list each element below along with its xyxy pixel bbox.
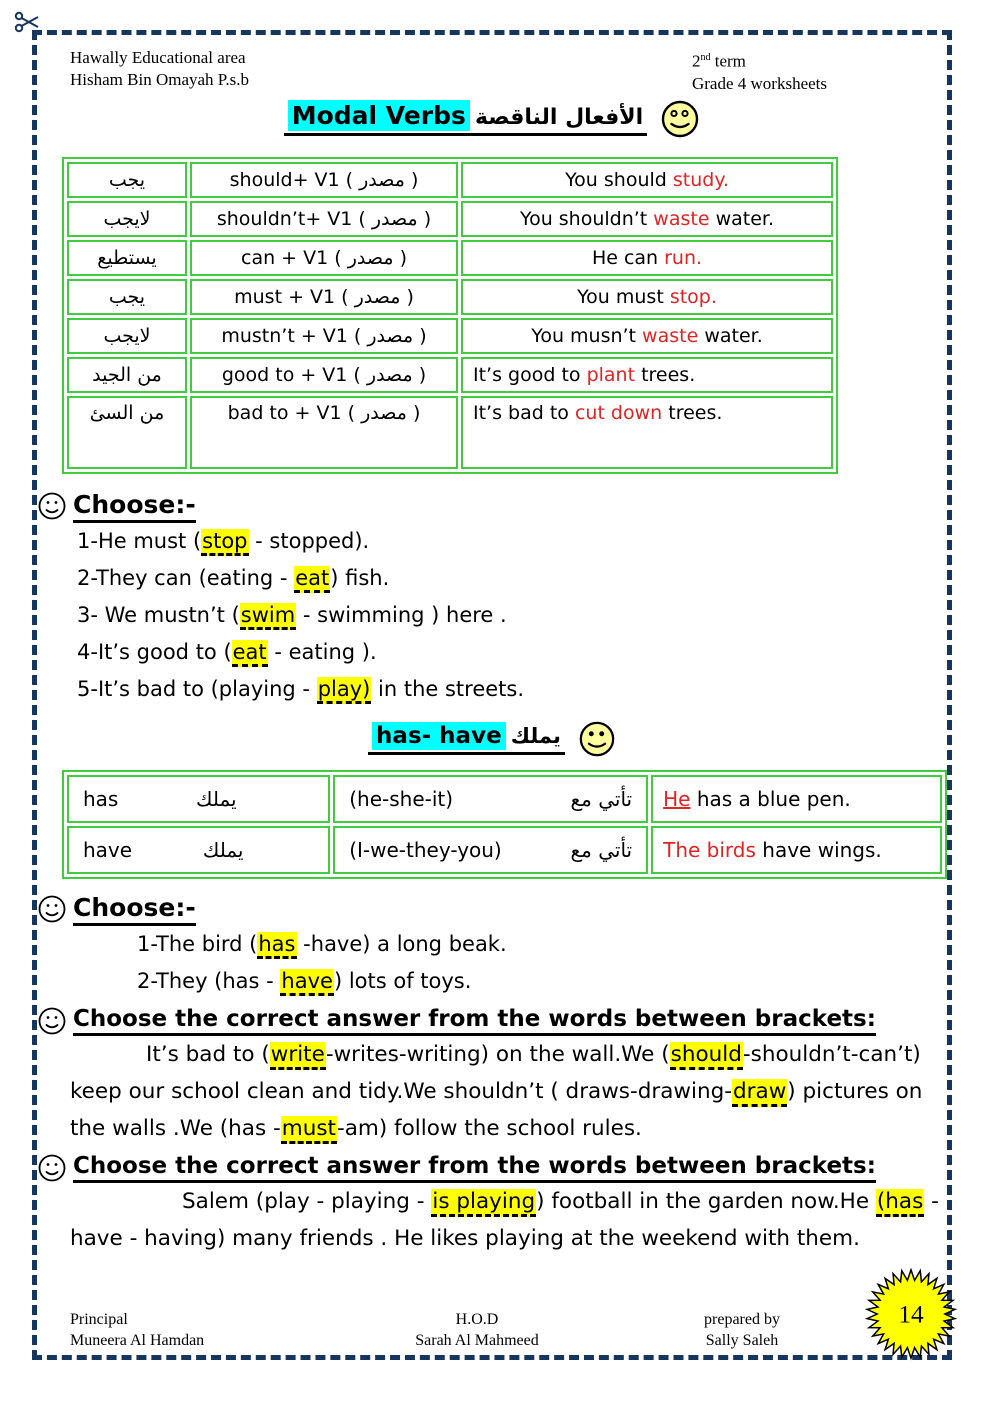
table-row [67, 279, 833, 315]
principal-name: Muneera Al Hamdan [70, 1332, 205, 1349]
table-row [67, 396, 833, 469]
hod-label: H.O.D [455, 1311, 499, 1328]
main-title [284, 101, 647, 136]
header-left [70, 47, 249, 95]
term-ordinal: nd [700, 52, 711, 63]
modal-example-cell: It’s bad to cut down trees. [461, 396, 833, 469]
smiley-face-icon [660, 99, 700, 139]
hashave-title-arabic: يملك [510, 723, 561, 748]
modal-arabic-cell: يجب [67, 279, 187, 315]
modal-example-cell: You should study. [461, 162, 833, 198]
choose1-items [77, 523, 947, 708]
grade-label: Grade 4 worksheets [691, 73, 827, 93]
table-row [67, 826, 942, 874]
school-area: Hawally Educational area [70, 48, 246, 67]
choose2-items [137, 926, 947, 1000]
prepared-by-label: prepared by [704, 1311, 780, 1328]
term-label: 2nd term [691, 51, 746, 71]
modal-rule-cell: bad to + V1 ( مصدر ) [190, 396, 458, 469]
hashave-title [368, 723, 565, 755]
modal-rule-cell: good to + V1 ( مصدر ) [190, 357, 458, 393]
modal-rule-cell: can + V1 ( مصدر ) [190, 240, 458, 276]
smiley-outline-icon [37, 1006, 67, 1036]
choose-item: 3- We mustn’t (swim - swimming ) here . [77, 597, 947, 634]
footer-prepared-by [617, 1309, 867, 1351]
modal-arabic-cell: من السئ [67, 396, 187, 469]
hashave-pronouns-cell: (I-we-they-you) تأتي مع [333, 826, 648, 874]
choose1-heading: Choose:- [73, 490, 196, 523]
footer [37, 1309, 867, 1351]
table-row [67, 775, 942, 823]
modal-rule-cell: shouldn’t+ V1 ( مصدر ) [190, 201, 458, 237]
choose-item: 2-They (has - have) lots of toys. [137, 963, 947, 1000]
brackets2-paragraph: Salem (play - playing - is playing) football in the garden now.He (has - have - having) many friends . He likes playing at the weekend with them. [70, 1188, 939, 1251]
hashave-example-cell: The birds have wings. [651, 826, 942, 874]
modal-arabic-cell: لايجب [67, 201, 187, 237]
modal-rule-cell: should+ V1 ( مصدر ) [190, 162, 458, 198]
hashave-title-row [37, 720, 947, 764]
main-title-row [37, 99, 947, 143]
modal-rule-cell: must + V1 ( مصدر ) [190, 279, 458, 315]
smiley-outline-icon [37, 1153, 67, 1183]
main-title-english: Modal Verbs [288, 100, 470, 131]
modal-rule-cell: mustn’t + V1 ( مصدر ) [190, 318, 458, 354]
modal-example-cell: He can run. [461, 240, 833, 276]
brackets2-heading-row [37, 1153, 947, 1183]
brackets2-heading: Choose the correct answer from the words between brackets: [73, 1153, 876, 1183]
modal-verbs-table [62, 157, 838, 474]
smiley-outline-icon [37, 491, 67, 521]
modal-arabic-cell: يجب [67, 162, 187, 198]
hod-name: Sarah Al Mahmeed [415, 1332, 539, 1349]
brackets1-paragraph: It’s bad to (write-writes-writing) on the wall.We (should-shouldn’t-can’t) keep our school clean and tidy.We shouldn’t ( draws-drawing-draw) pictures on the walls .We (has -must-am) follow the school rules. [70, 1036, 948, 1147]
footer-principal [37, 1309, 337, 1351]
choose-item: 1-The bird (has -have) a long beak. [137, 926, 947, 963]
choose-item: 4-It’s good to (eat - eating ). [77, 634, 947, 671]
table-row [67, 357, 833, 393]
modal-arabic-cell: لايجب [67, 318, 187, 354]
modal-arabic-cell: يستطيع [67, 240, 187, 276]
smiley-face-icon [578, 720, 616, 758]
page-number-starburst [864, 1267, 958, 1361]
table-row [67, 318, 833, 354]
choose2-heading-row [37, 893, 947, 926]
table-row [67, 240, 833, 276]
footer-hod [337, 1309, 617, 1351]
header [37, 47, 947, 95]
smiley-outline-icon [37, 894, 67, 924]
principal-label: Principal [70, 1311, 128, 1328]
modal-example-cell: You shouldn’t waste water. [461, 201, 833, 237]
page-number: 14 [898, 1300, 924, 1329]
header-right [692, 47, 827, 95]
modal-example-cell: You musn’t waste water. [461, 318, 833, 354]
hashave-pronouns-cell: (he-she-it) تأتي مع [333, 775, 648, 823]
preparer-name: Sally Saleh [705, 1332, 779, 1349]
modal-example-cell: It’s good to plant trees. [461, 357, 833, 393]
school-name: Hisham Bin Omayah P.s.b [70, 70, 249, 89]
main-title-arabic: الأفعال الناقصة [474, 105, 644, 131]
choose-item: 1-He must (stop - stopped). [77, 523, 947, 560]
modal-example-cell: You must stop. [461, 279, 833, 315]
choose-item: 2-They can (eating - eat) fish. [77, 560, 947, 597]
hashave-word-cell: have يملك [67, 826, 330, 874]
modal-arabic-cell: من الجيد [67, 357, 187, 393]
worksheet-page [37, 35, 947, 1355]
hashave-title-english: has- have [372, 722, 506, 750]
table-row [67, 201, 833, 237]
choose2-heading: Choose:- [73, 893, 196, 926]
hashave-example-cell: He has a blue pen. [651, 775, 942, 823]
brackets1-heading: Choose the correct answer from the words between brackets: [73, 1006, 876, 1036]
hashave-word-cell: has يملك [67, 775, 330, 823]
choose1-heading-row [37, 490, 947, 523]
choose-item: 5-It’s bad to (playing - play) in the streets. [77, 671, 947, 708]
brackets1-heading-row [37, 1006, 947, 1036]
table-row [67, 162, 833, 198]
hashave-table [62, 770, 947, 879]
